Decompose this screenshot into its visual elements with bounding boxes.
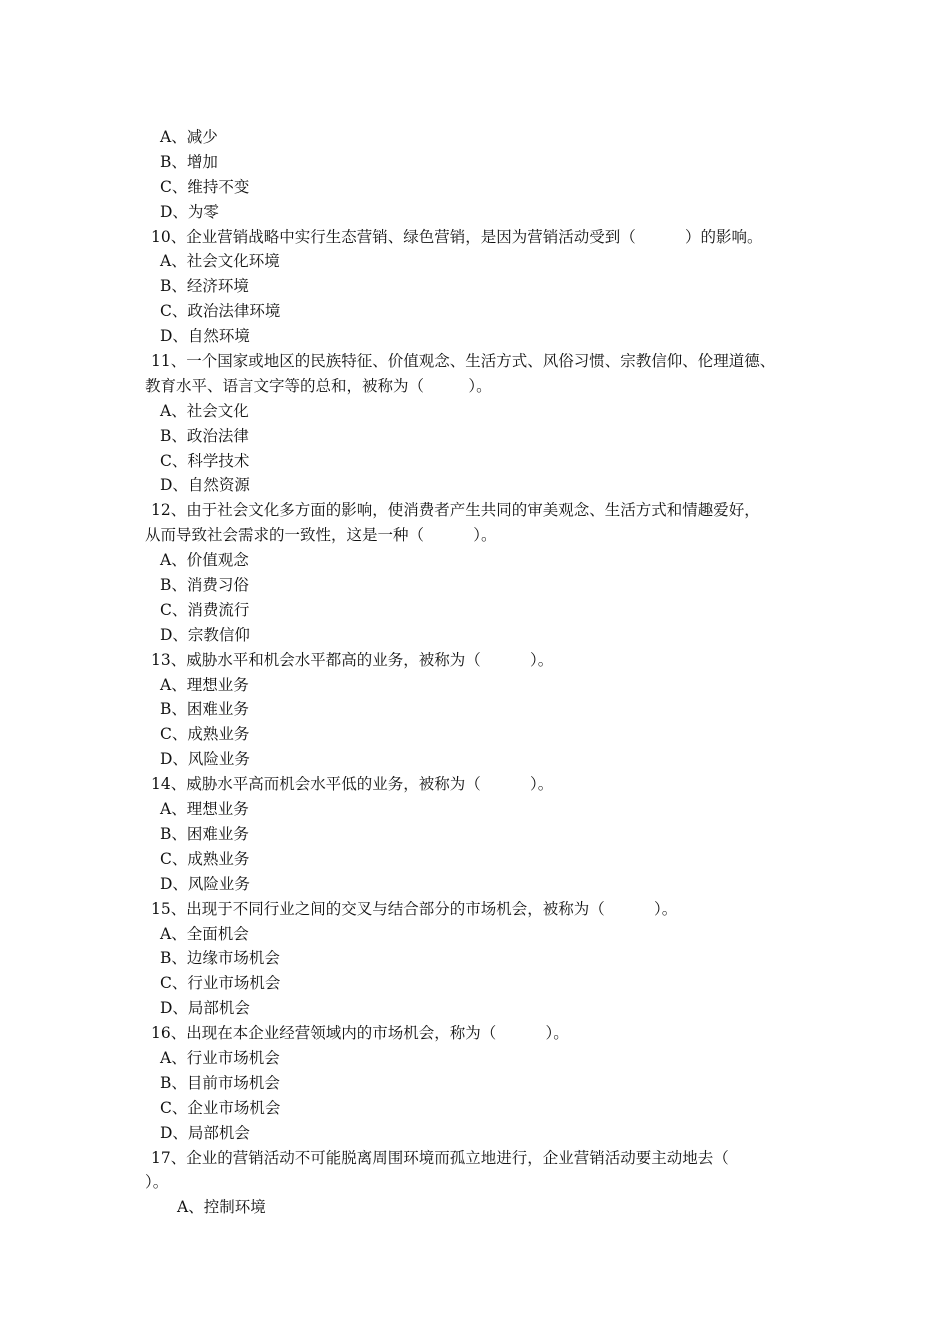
answer-option: D、局部机会	[160, 1123, 250, 1142]
question-list	[145, 125, 835, 1220]
answer-option: B、政治法律	[160, 426, 249, 445]
question-text-continued: 教育水平、语言文字等的总和，被称为（ ）。	[145, 376, 492, 395]
answer-option: B、困难业务	[160, 700, 249, 719]
answer-option: D、宗教信仰	[160, 625, 250, 644]
question-text-continued: 从而导致社会需求的一致性，这是一种（ ）。	[145, 526, 497, 545]
question-text: 15、出现于不同行业之间的交叉与结合部分的市场机会，被称为（ ）。	[151, 899, 678, 918]
answer-option: D、自然环境	[160, 327, 250, 346]
answer-option: B、边缘市场机会	[160, 949, 280, 968]
answer-option: C、成熟业务	[160, 725, 250, 744]
answer-option: A、行业市场机会	[160, 1048, 280, 1067]
answer-option: D、风险业务	[160, 874, 250, 893]
question-text: 12、由于社会文化多方面的影响，使消费者产生共同的审美观念、生活方式和情趣爱好，	[151, 501, 760, 520]
answer-option: A、理想业务	[160, 800, 249, 819]
question-text-continued: ）。	[145, 1173, 169, 1192]
answer-option: B、增加	[160, 152, 218, 171]
answer-option: B、困难业务	[160, 824, 249, 843]
question-text: 13、威胁水平和机会水平都高的业务，被称为（ ）。	[151, 650, 554, 669]
answer-option: C、成熟业务	[160, 849, 250, 868]
answer-option: A、理想业务	[160, 675, 249, 694]
question-text: 10、企业营销战略中实行生态营销、绿色营销，是因为营销活动受到（ ）的影响。	[151, 227, 763, 246]
answer-option: D、局部机会	[160, 999, 250, 1018]
answer-option: B、消费习俗	[160, 576, 249, 595]
question-text: 16、出现在本企业经营领域内的市场机会，称为（ ）。	[151, 1024, 569, 1043]
answer-option: C、企业市场机会	[160, 1098, 281, 1117]
answer-option: A、全面机会	[160, 924, 249, 943]
answer-option: D、自然资源	[160, 476, 250, 495]
answer-option: B、经济环境	[160, 277, 249, 296]
answer-option: D、为零	[160, 202, 219, 221]
answer-option: C、维持不变	[160, 177, 250, 196]
answer-option: C、行业市场机会	[160, 974, 281, 993]
answer-option: A、社会文化环境	[160, 252, 280, 271]
answer-option: C、科学技术	[160, 451, 250, 470]
answer-option: C、消费流行	[160, 600, 250, 619]
answer-option: C、政治法律环境	[160, 302, 281, 321]
answer-option: A、价值观念	[160, 551, 249, 570]
question-text: 14、威胁水平高而机会水平低的业务，被称为（ ）。	[151, 775, 554, 794]
question-text: 17、企业的营销活动不可能脱离周围环境而孤立地进行，企业营销活动要主动地去（	[151, 1148, 729, 1167]
question-text: 11、一个国家或地区的民族特征、价值观念、生活方式、风俗习惯、宗教信仰、伦理道德、	[151, 352, 776, 371]
answer-option: A、控制环境	[177, 1198, 266, 1217]
answer-option: A、社会文化	[160, 401, 249, 420]
answer-option: A、减少	[160, 128, 218, 146]
answer-option: B、目前市场机会	[160, 1073, 280, 1092]
answer-option: D、风险业务	[160, 750, 250, 769]
